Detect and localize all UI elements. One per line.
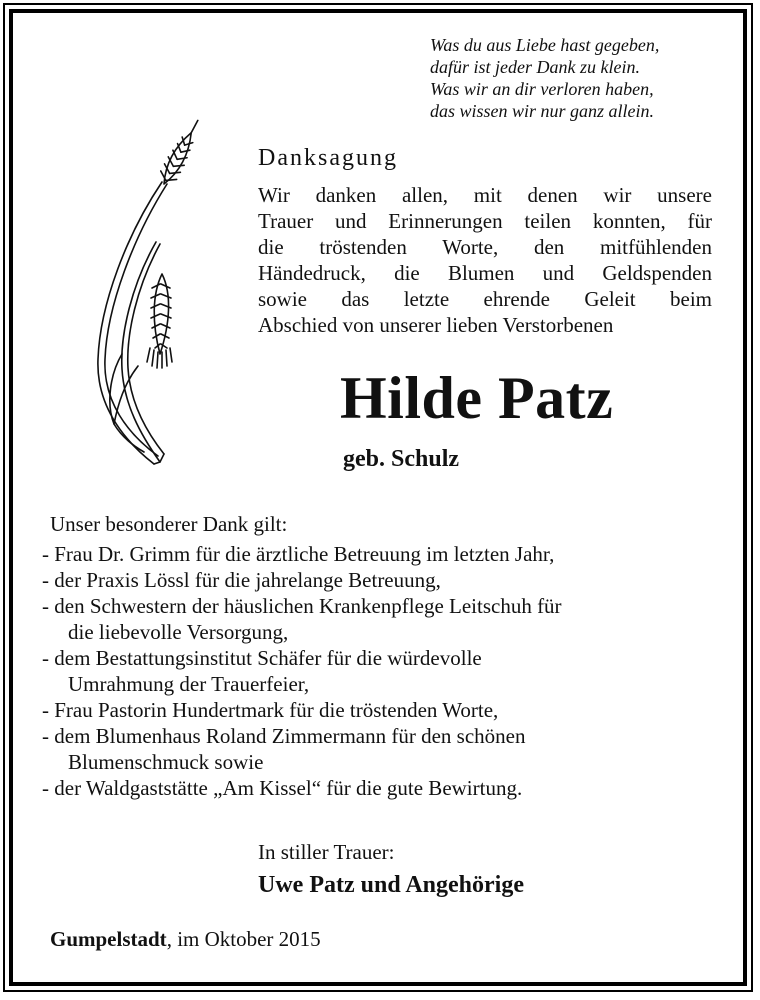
motto-line: Was wir an dir verloren haben, (430, 79, 654, 99)
list-item-continuation: die liebevolle Versorgung, (68, 620, 289, 644)
signers: Uwe Patz und Angehörige (258, 872, 524, 898)
list-item: - den Schwestern der häuslichen Krankenpflege Leitschuh für (42, 594, 562, 618)
list-item-continuation: Umrahmung der Trauerfeier, (68, 672, 310, 696)
thanks-line: Händedruck, die Blumen und Geldspenden (258, 261, 712, 285)
motto-poem (430, 34, 730, 122)
motto-line: das wissen wir nur ganz allein. (430, 101, 655, 121)
special-thanks-list (42, 541, 722, 801)
date: , im Oktober 2015 (166, 927, 321, 951)
motto-line: Was du aus Liebe hast gegeben, (430, 35, 660, 55)
list-item: - der Praxis Lössl für die jahrelange Betreuung, (42, 568, 441, 592)
thanks-line: die tröstenden Worte, den mitfühlenden (258, 235, 712, 259)
place-date (50, 927, 321, 952)
list-item: - der Waldgaststätte „Am Kissel“ für die gute Bewirtung. (42, 776, 523, 800)
list-item-continuation: Blumenschmuck sowie (68, 750, 264, 774)
thanks-line: Trauer und Erinnerungen teilen konnten, für (258, 209, 712, 233)
motto-line: dafür ist jeder Dank zu klein. (430, 57, 640, 77)
list-item: - Frau Pastorin Hundertmark für die tröstenden Worte, (42, 698, 499, 722)
heading: Danksagung (258, 145, 398, 171)
maiden-name: geb. Schulz (343, 446, 460, 472)
list-item: - dem Blumenhaus Roland Zimmermann für den schönen (42, 724, 526, 748)
thanks-paragraph (258, 182, 712, 338)
special-thanks-intro: Unser besonderer Dank gilt: (50, 512, 288, 536)
thanks-line: Wir danken allen, mit denen wir unsere (258, 183, 712, 207)
place: Gumpelstadt (50, 927, 167, 951)
wheat-ears-illustration (92, 104, 212, 474)
thanks-line: sowie das letzte ehrende Geleit beim (258, 287, 712, 311)
deceased-name: Hilde Patz (340, 365, 614, 431)
mourning-label: In stiller Trauer: (258, 840, 395, 864)
thanks-line: Abschied von unserer lieben Verstorbenen (258, 313, 614, 337)
list-item: - Frau Dr. Grimm für die ärztliche Betreuung im letzten Jahr, (42, 542, 555, 566)
list-item: - dem Bestattungsinstitut Schäfer für die würdevolle (42, 646, 482, 670)
